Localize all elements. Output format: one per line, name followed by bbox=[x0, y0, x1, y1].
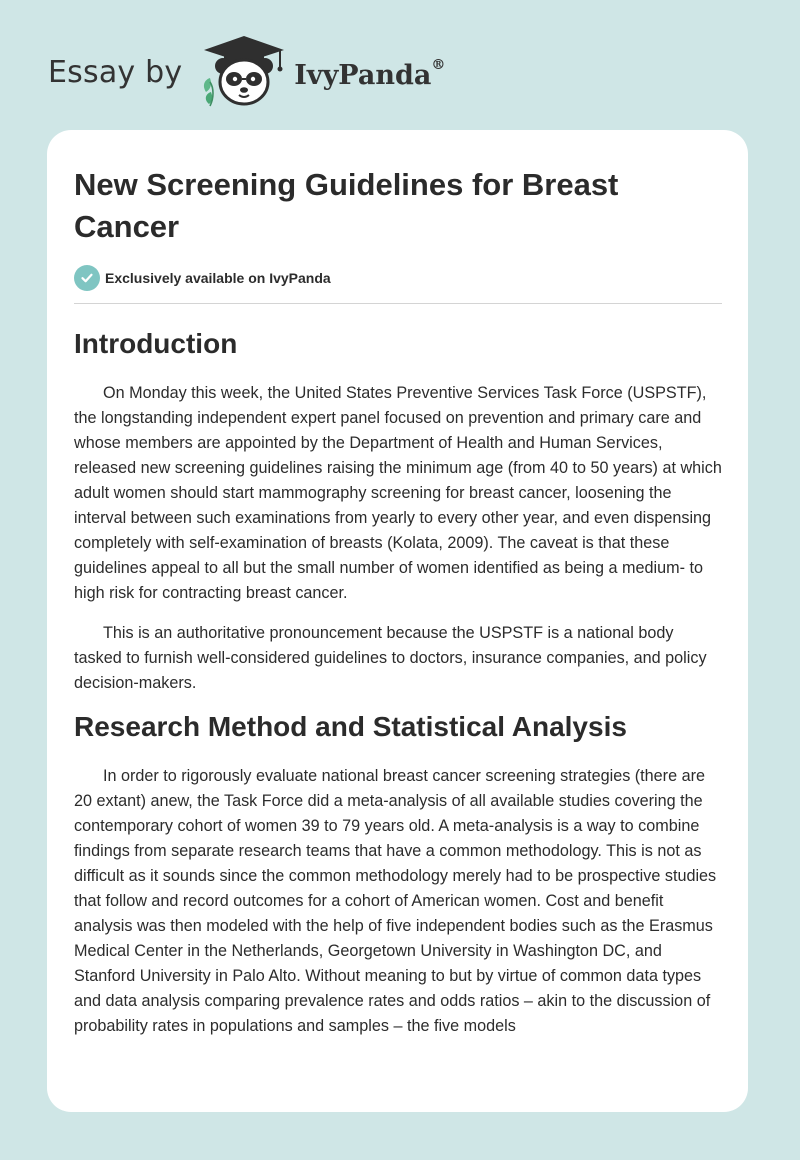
essay-by-label: Essay by bbox=[48, 54, 183, 90]
article-card bbox=[47, 130, 748, 1112]
exclusive-badge bbox=[74, 264, 722, 292]
paragraph: On Monday this week, the United States Preventive Services Task Force (USPSTF), the longstanding independent expert panel focused on prevention and primary care and whose members are appointed by the Department of Health and Human Services, released new screening guidelines raising the minimum age (from 40 to 50 years) at which adult women should start mammography screening for breast cancer, loosening the interval between such examinations from yearly to every other year, and even dispensing completely with self-examination of breasts (Kolata, 2009). The caveat is that these guidelines appeal to all but the small number of women identified as being a medium- to high risk for contracting breast cancer. bbox=[74, 384, 722, 602]
title-divider bbox=[74, 303, 722, 304]
paragraph: In order to rigorously evaluate national breast cancer screening strategies (there are 20 extant) anew, the Task Force did a meta-analysis of all available studies covering the contemporary cohort of women 39 to 79 years old. A meta-analysis is a way to combine findings from separate research teams that have a common methodology. This is not as difficult as it sounds since the common methodology merely had to be prospective studies that follow and record outcomes for a cohort of American women. Cost and benefit analysis was then modeled with the help of five independent bodies such as the Erasmus Medical Center in the Netherlands, Georgetown University in Washington DC, and Stanford University in Palo Alto. Without meaning to but by virtue of common data types and data analysis comparing prevalence rates and odds ratios – akin to the discussion of probability rates in populations and samples – the five models bbox=[74, 767, 717, 1035]
paragraph: This is an authoritative pronouncement because the USPSTF is a national body tasked to furnish well-considered guidelines to doctors, insurance companies, and policy decision-makers. bbox=[74, 624, 707, 692]
check-circle-icon bbox=[74, 265, 100, 291]
exclusive-badge-label: Exclusively available on IvyPanda bbox=[105, 270, 331, 286]
panda-graduate-icon[interactable] bbox=[200, 34, 288, 110]
article-title: New Screening Guidelines for Breast Cancer bbox=[74, 167, 619, 244]
section-heading-introduction: Introduction bbox=[74, 328, 238, 359]
site-header bbox=[48, 34, 445, 110]
article-body bbox=[47, 130, 748, 1039]
registered-mark: ® bbox=[431, 56, 446, 73]
section-heading-research-method: Research Method and Statistical Analysis bbox=[74, 711, 627, 742]
brand-name[interactable] bbox=[294, 56, 446, 91]
brand-name-text: IvyPanda bbox=[294, 59, 432, 91]
